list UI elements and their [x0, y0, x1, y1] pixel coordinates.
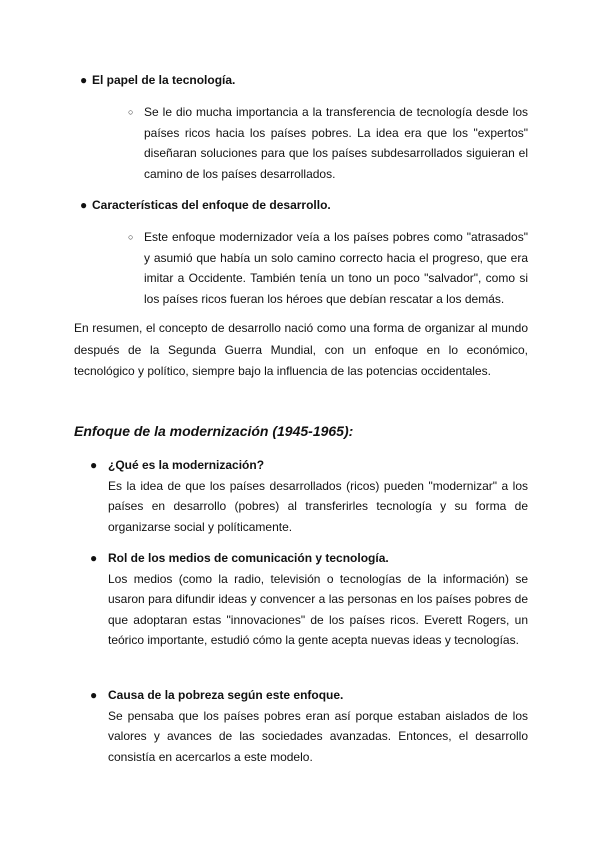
item-title: Rol de los medios de comunicación y tecnología.	[108, 551, 389, 565]
item-title: ¿Qué es la modernización?	[108, 458, 265, 472]
summary-paragraph: En resumen, el concepto de desarrollo nació como una forma de organizar al mundo después de la Segunda Guerra Mundial, con un enfoque en lo económico, tecnológico y político, siempre bajo la influencia de las potencias occidentales.	[74, 321, 528, 378]
bullet-dot: ●	[80, 73, 88, 87]
bullet-tech-title: ● El papel de la tecnología.	[80, 73, 236, 87]
item-title: Causa de la pobreza según este enfoque.	[108, 688, 344, 702]
bullet-tech-sub: ○ Se le dio mucha importancia a la transferencia de tecnología desde los países ricos hacia los países pobres. La idea era que los "expertos" diseñaran soluciones para que los países subdesarrollados siguieran el camino de los países desarrollados.	[144, 102, 528, 184]
section-heading: Enfoque de la modernización (1945-1965):	[74, 423, 354, 439]
item-body: Los medios (como la radio, televisión o tecnologías de la información) se usaron para difundir ideas y convencer a las personas en los países pobres de que adoptaran estas "innovaciones" de los países ricos. Everett Rogers, un teórico importante, estudió cómo la gente acepta nuevas ideas y tecnologías.	[108, 571, 528, 647]
item-body: Es la idea de que los países desarrollados (ricos) pueden "modernizar" a los países en desarrollo (pobres) al transferirles tecnología y su forma de organizarse social y políticamente.	[108, 478, 528, 534]
modernization-item-3	[90, 685, 528, 767]
item-body: Se pensaba que los países pobres eran así porque estaban aislados de los valores y avances de las sociedades avanzadas. Entonces, el desarrollo consistía en acercarlos a este modelo.	[108, 708, 528, 764]
bullet-char-sub: ○ Este enfoque modernizador veía a los países pobres como "atrasados" y asumió que había un solo camino correcto hacia el progreso, que era imitar a Occidente. También tenía un tono un poco "salvador", como si los países ricos fueran los héroes que debían rescatar a los demás.	[144, 227, 528, 309]
modernization-item-1	[90, 455, 528, 537]
bullet-dot: ●	[80, 198, 88, 212]
bullet-dot: ●	[90, 688, 98, 702]
bullet-dot: ●	[90, 551, 98, 565]
bullet-char-title: ● Características del enfoque de desarrollo.	[80, 198, 331, 212]
modernization-item-2	[90, 548, 528, 651]
sub-bullet-circle: ○	[128, 232, 134, 242]
bullet-dot: ●	[90, 458, 98, 472]
sub-bullet-circle: ○	[128, 107, 134, 117]
